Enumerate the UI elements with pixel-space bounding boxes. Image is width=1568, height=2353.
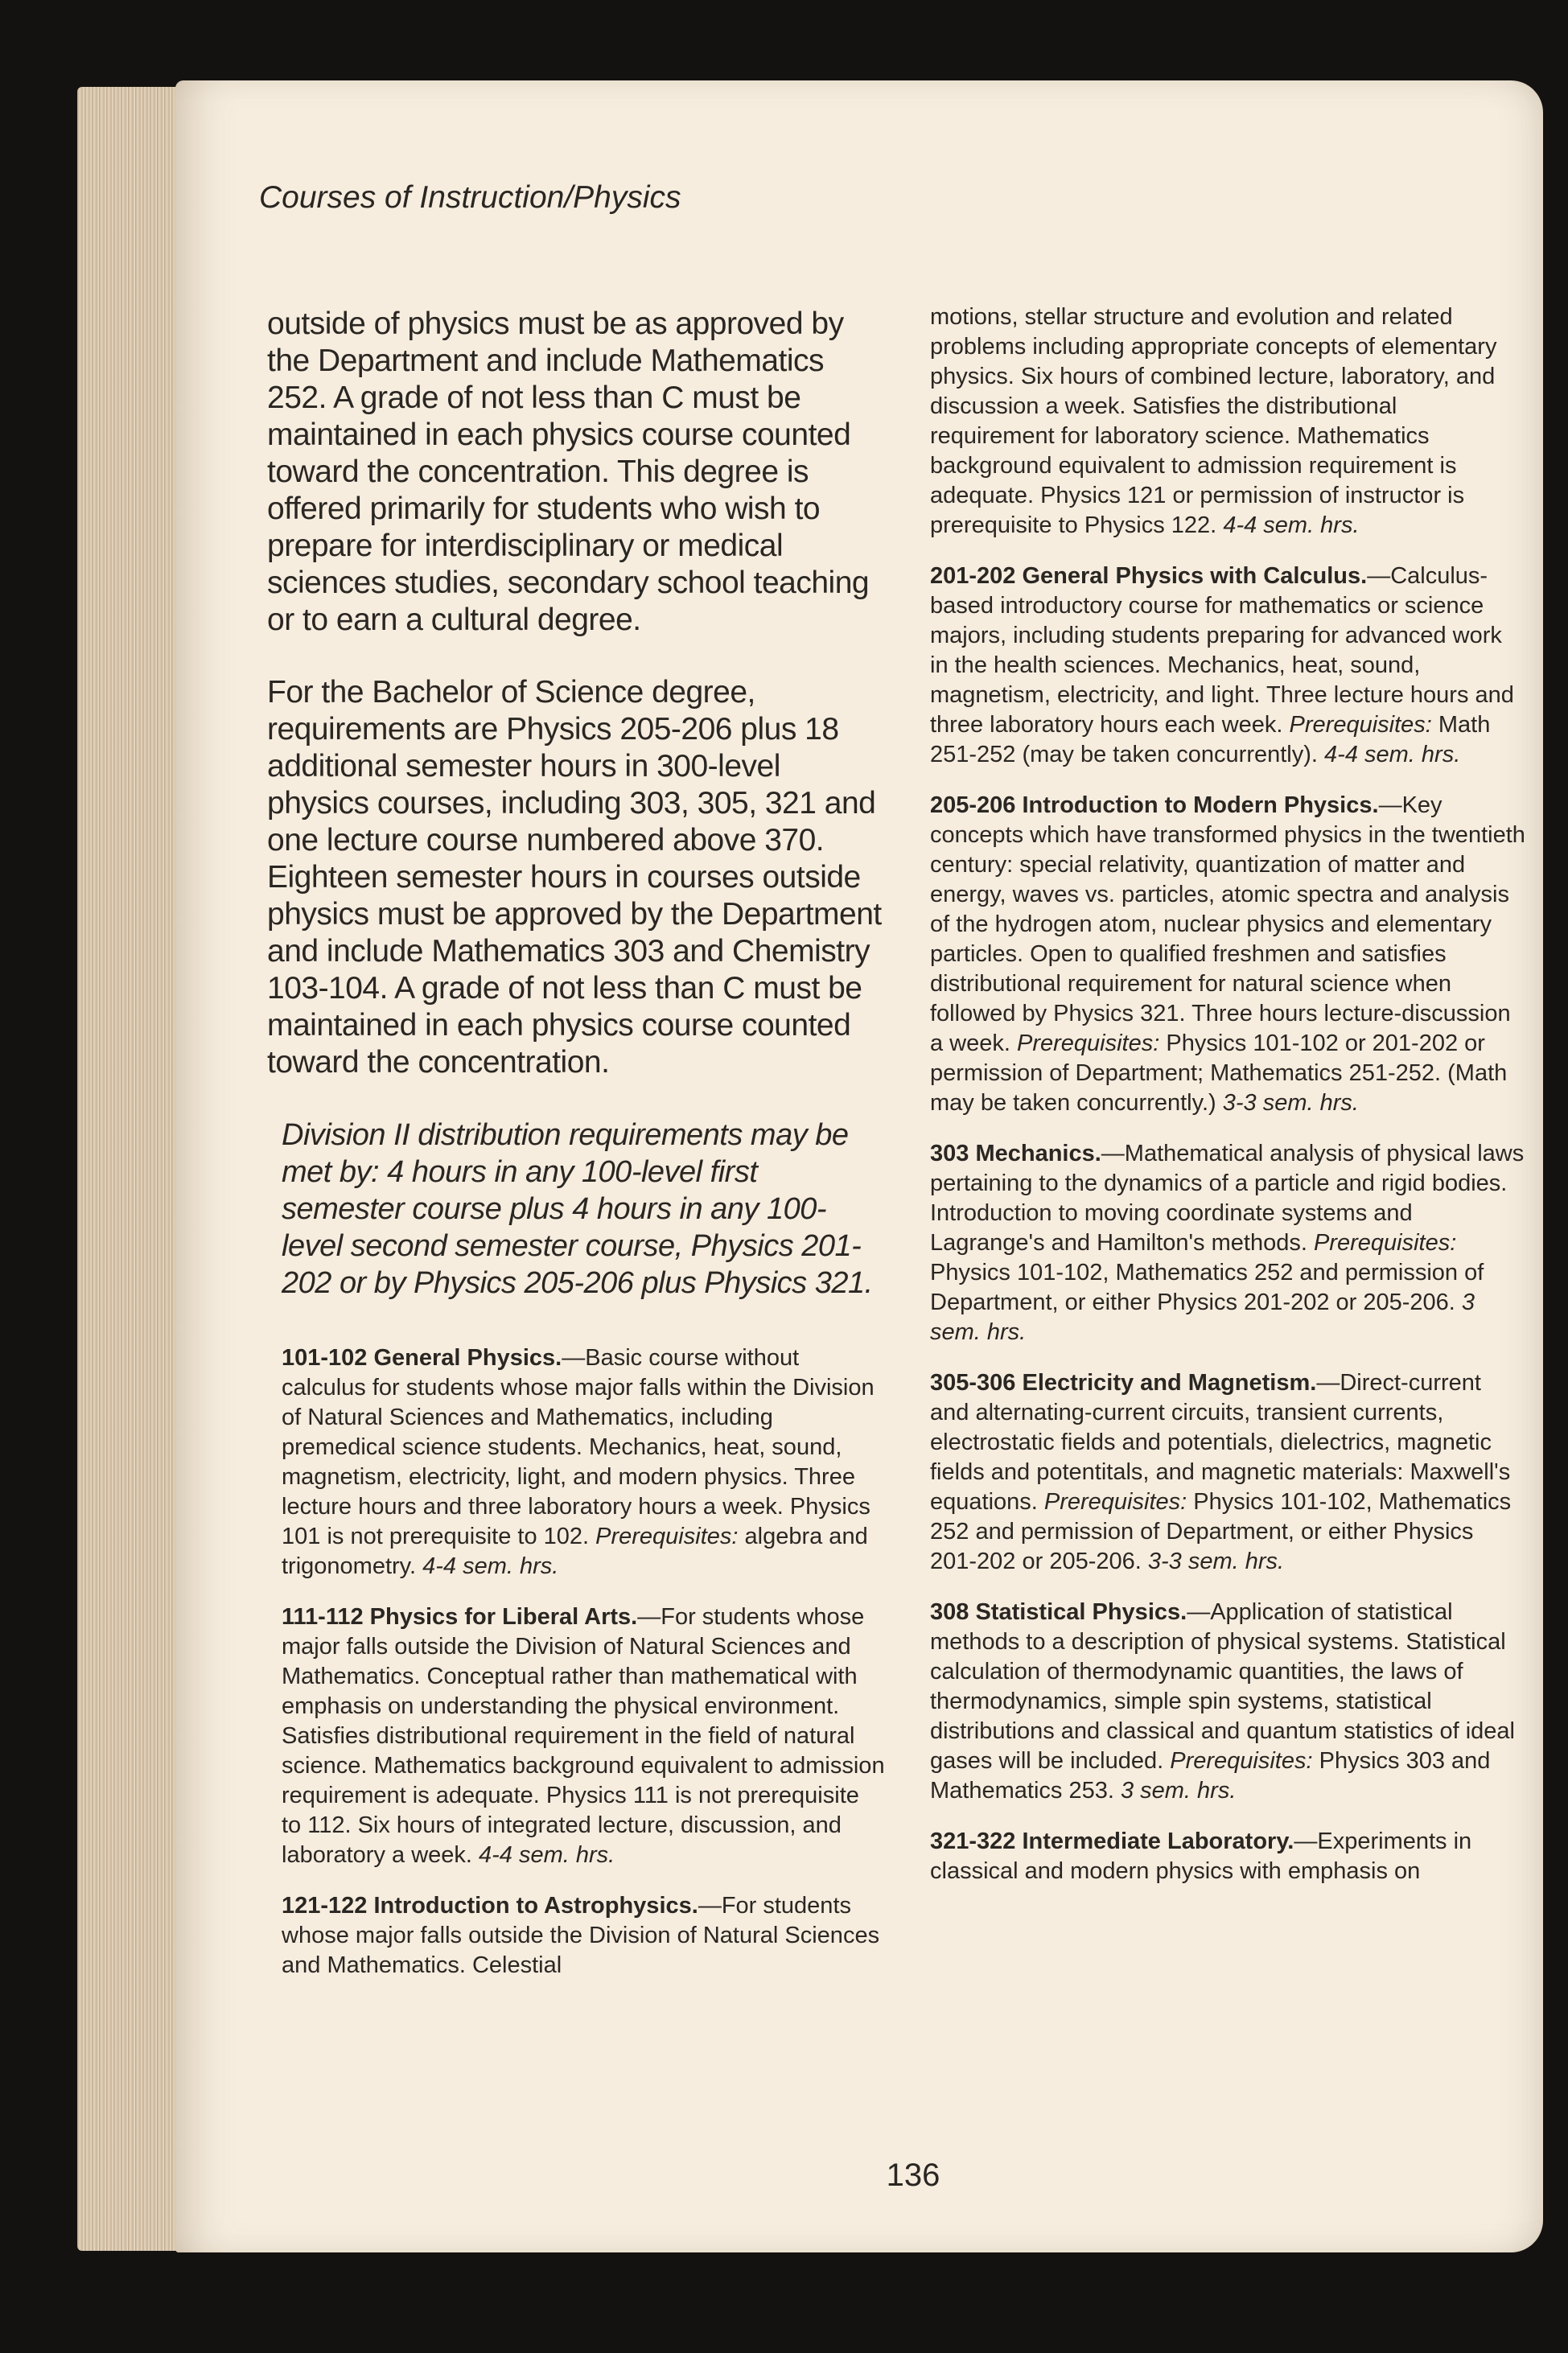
- course-hours: 4-4 sem. hrs.: [1223, 512, 1360, 538]
- course-entry: [930, 1139, 1525, 1347]
- prerequisites-text: Physics 101-102, Mathematics 252 and permission of Department, or either Physics 201-202 or 205-206.: [930, 1489, 1512, 1574]
- course-hours: 3-3 sem. hrs.: [1222, 1090, 1359, 1116]
- running-head: Courses of Instruction/Physics: [259, 180, 681, 215]
- course-title: 205-206 Introduction to Modern Physics.: [930, 792, 1379, 818]
- prerequisites-text: algebra and trigonometry.: [282, 1524, 868, 1579]
- course-entry-continued: [930, 302, 1525, 541]
- course-title: 305-306 Electricity and Magnetism.: [930, 1370, 1317, 1396]
- course-title: 321-322 Intermediate Laboratory.: [930, 1829, 1294, 1854]
- prerequisites-text: Physics 101-102 or 201-202 or permission of Department; Mathematics 251-252. (Math may be taken concurrently.): [930, 1030, 1508, 1116]
- prerequisites-text: Physics 101-102, Mathematics 252 and permission of Department, or either Physics 201-202 or 205-206.: [930, 1260, 1484, 1315]
- intro-paragraph: outside of physics must be as approved by the Department and include Mathematics 252. A grade of not less than C must be maintained in each physics course counted toward the concentration. This degree is offered primarily for students who wish to prepare for interdisciplinary or medical sciences studies, secondary school teaching or to earn a cultural degree.: [267, 306, 870, 637]
- course-title: 308 Statistical Physics.: [930, 1599, 1187, 1625]
- course-entry: [930, 1368, 1525, 1577]
- intro-paragraph: For the Bachelor of Science degree, requirements are Physics 205-206 plus 18 additional semester hours in 300-level physics courses, including 303, 305, 321 and one lecture course numbered above 370. Eighteen semester hours in courses outside physics must be approved by the Department and include Mathematics 303 and Chemistry 103-104. A grade of not less than C must be maintained in each physics course counted toward the concentration.: [267, 675, 882, 1080]
- course-entry: [930, 1598, 1525, 1806]
- course-description: —For students whose major falls outside the Division of Natural Sciences and Mathematics. Celestial: [282, 1893, 880, 1978]
- course-title: 101-102 General Physics.: [282, 1345, 562, 1371]
- course-title: 303 Mechanics.: [930, 1141, 1101, 1166]
- prerequisites-label: Prerequisites:: [1043, 1489, 1187, 1515]
- left-column: [265, 306, 885, 2001]
- prerequisites-label: Prerequisites:: [1313, 1230, 1457, 1256]
- prerequisites-text: Physics 303 and Mathematics 253.: [930, 1748, 1491, 1804]
- course-entry: [930, 1827, 1525, 1886]
- prerequisites-text: Math 251-252 (may be taken concurrently).: [930, 712, 1491, 767]
- course-entry: [930, 791, 1525, 1118]
- course-entry: [930, 562, 1525, 770]
- course-hours: 3-3 sem. hrs.: [1147, 1549, 1285, 1574]
- course-description: —Calculus-based introductory course for mathematics or science majors, including students preparing for advanced work in the health sciences. Mechanics, heat, sound, magnetism, electricity, and light. Three lecture hours and three laboratory hours each week.: [930, 563, 1514, 738]
- course-description: —Basic course without calculus for students whose major falls within the Division of Natural Sciences and Mathematics, including premedical science students. Mechanics, heat, sound, magnetism, electricity, light, and modern physics. Three lecture hours and three laboratory hours a week. Physics 101 is not prerequisite to 102.: [282, 1345, 875, 1549]
- course-entry: [282, 1891, 885, 1981]
- course-hours: 4-4 sem. hrs.: [1324, 742, 1461, 767]
- course-description: motions, stellar structure and evolution and related problems including appropriate concepts of elementary physics. Six hours of combined lecture, laboratory, and discussion a week. Satisfies the distributional requirement for laboratory science. Mathematics background equivalent to admission requirement is adequate. Physics 121 or permission of instructor is prerequisite to Physics 122.: [930, 304, 1497, 538]
- prerequisites-label: Prerequisites:: [1289, 712, 1432, 738]
- course-entry: [282, 1602, 885, 1870]
- course-title: 201-202 General Physics with Calculus.: [930, 563, 1368, 589]
- course-description: —Key concepts which have transformed physics in the twentieth century: special relativity, quantization of matter and energy, waves vs. particles, atomic spectra and analysis of the hydrogen atom, nuclear physics and elementary particles. Open to qualified freshmen and satisfies distributional requirement for natural science when followed by Physics 321. Three hours lecture-discussion a week.: [930, 792, 1525, 1056]
- course-title: 111-112 Physics for Liberal Arts.: [282, 1604, 638, 1630]
- division-note: Division II distribution requirements may be met by: 4 hours in any 100-level first semester course plus 4 hours in any 100-level second semester course, Physics 201-202 or by Physics 205-206 plus Physics 321.: [282, 1118, 873, 1300]
- page-edges: [77, 87, 182, 2251]
- course-description: —Experiments in classical and modern physics with emphasis on: [930, 1829, 1472, 1884]
- course-hours: 4-4 sem. hrs.: [479, 1842, 615, 1868]
- course-description: —Direct-current and alternating-current circuits, transient currents, electrostatic fields and potentials, dielectrics, magnetic fields and potentitals, and magnetic materials: Maxwell's equations.: [930, 1370, 1511, 1515]
- course-description: —For students whose major falls outside the Division of Natural Sciences and Mathematics. Conceptual rather than mathematical with emphasis on understanding the physical environment. Satisfies distributional requirement in the field of natural science. Mathematics background equivalent to admission requirement is adequate. Physics 111 is not prerequisite to 112. Six hours of integrated lecture, discussion, and laboratory a week.: [282, 1604, 885, 1868]
- course-hours: 3 sem. hrs.: [930, 1290, 1475, 1345]
- course-description: —Mathematical analysis of physical laws pertaining to the dynamics of a particle and rigid bodies. Introduction to moving coordinate systems and Lagrange's and Hamilton's methods.: [930, 1141, 1525, 1256]
- prerequisites-label: Prerequisites:: [595, 1524, 739, 1549]
- prerequisites-label: Prerequisites:: [1170, 1748, 1313, 1774]
- course-hours: 3 sem. hrs.: [1120, 1778, 1237, 1804]
- page-number: 136: [886, 2158, 940, 2193]
- course-hours: 4-4 sem. hrs.: [422, 1553, 559, 1579]
- right-column: [930, 302, 1525, 1907]
- course-title: 121-122 Introduction to Astrophysics.: [282, 1893, 698, 1919]
- course-description: —Application of statistical methods to a description of physical systems. Statistical calculation of thermodynamic quantities, the laws of thermodynamics, simple spin systems, statistical distributions and classical and quantum statistics of ideal gases will be included.: [930, 1599, 1515, 1774]
- course-entry: [282, 1343, 885, 1582]
- prerequisites-label: Prerequisites:: [1017, 1030, 1160, 1056]
